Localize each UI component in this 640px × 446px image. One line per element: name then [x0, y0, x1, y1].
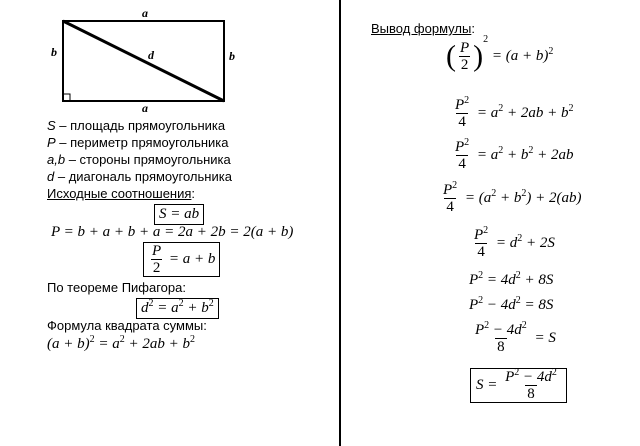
term: + 8S — [520, 272, 554, 288]
fraction — [458, 40, 471, 73]
rhs: = S — [534, 329, 556, 346]
derivation-step-3 — [451, 139, 574, 172]
exponent: 2 — [548, 46, 554, 57]
exponent: 2 — [515, 295, 521, 306]
exponent: 2 — [190, 334, 195, 345]
rhs: + b — [496, 189, 522, 206]
term: + 2ab + b — [124, 336, 190, 352]
fraction — [503, 369, 559, 402]
paren: ) — [473, 39, 484, 73]
rhs: = d — [495, 234, 518, 251]
label-side-a-top: a — [142, 6, 148, 20]
denominator: 4 — [458, 114, 466, 130]
formula-area: S = ab — [154, 204, 204, 225]
rhs: = (a + b) — [488, 48, 549, 64]
numerator: $P^2$ — [474, 225, 489, 243]
numerator: $P^2$ — [455, 95, 470, 113]
term: = a — [153, 300, 179, 316]
formula-pythagoras — [136, 298, 219, 319]
denominator: 2 — [152, 260, 161, 276]
fraction — [441, 182, 459, 215]
source-heading — [47, 186, 195, 202]
exponent: 2 — [528, 144, 534, 156]
legend-symbol: a,b — [47, 152, 66, 167]
denominator: 4 — [458, 156, 466, 172]
rectangle-diagram — [0, 0, 340, 120]
term: = a — [94, 336, 120, 352]
derivation-step-6 — [469, 272, 553, 289]
fraction — [453, 97, 471, 130]
derivation-heading-text: Вывод формулы — [371, 21, 472, 36]
derivation-step-4 — [439, 182, 582, 215]
fraction — [150, 243, 163, 276]
final-formula — [470, 368, 567, 403]
rhs: + 2ab — [533, 146, 574, 163]
legend-text: – периметр прямоугольника — [55, 135, 229, 150]
exponent: 2 — [483, 34, 489, 45]
rhs: + b — [503, 146, 529, 163]
exponent: 2 — [89, 334, 95, 345]
exponent: 2 — [148, 298, 154, 309]
numerator: $P^2 - 4d^2$ — [505, 367, 557, 385]
legend-text: – площадь прямоугольника — [55, 118, 226, 133]
label-side-b-left: b — [51, 45, 57, 59]
right-angle-mark — [63, 94, 70, 101]
term: d — [141, 300, 149, 316]
derivation-step-1 — [446, 34, 554, 74]
term: = 4d — [483, 272, 516, 288]
numerator: P — [460, 40, 470, 57]
legend-symbol: d — [47, 169, 55, 184]
term: = 8S — [520, 297, 554, 313]
diagonal-line — [63, 21, 224, 101]
derivation-step-2 — [451, 97, 574, 130]
legend-text: – диагональ прямоугольника — [54, 169, 232, 184]
exponent: 2 — [478, 270, 484, 281]
rhs: = a + b — [168, 250, 216, 267]
rhs: = a — [476, 146, 499, 163]
exponent: 2 — [515, 270, 521, 281]
exponent: 2 — [521, 187, 527, 199]
rhs: + 2ab + b — [503, 104, 569, 121]
derivation-step-8 — [471, 322, 556, 355]
rhs: ) + 2(ab) — [526, 189, 582, 206]
column-divider — [339, 0, 341, 446]
exponent: 2 — [178, 298, 184, 309]
term: (a + b) — [47, 336, 90, 352]
lhs: S = — [476, 376, 502, 393]
pythagoras-heading: По теореме Пифагора: — [47, 280, 186, 295]
numerator: $P^2$ — [443, 180, 458, 198]
denominator: 4 — [446, 199, 454, 215]
numerator: P — [152, 243, 162, 259]
label-side-b-right: b — [229, 49, 235, 63]
legend-diagonal — [47, 169, 232, 185]
denominator: 2 — [460, 57, 469, 74]
rhs: + 2S — [522, 234, 555, 251]
term: P — [469, 272, 479, 288]
exponent: 2 — [208, 298, 214, 309]
label-side-a-bottom: a — [142, 101, 148, 115]
label-diagonal-d: d — [148, 48, 154, 62]
rhs: = (a — [464, 189, 492, 206]
exponent: 2 — [568, 102, 574, 114]
fraction — [453, 139, 471, 172]
heading-colon: : — [191, 186, 196, 201]
legend-area — [47, 118, 225, 134]
source-heading-text: Исходные соотношения — [47, 186, 192, 201]
exponent: 2 — [498, 144, 504, 156]
term: + b — [183, 300, 209, 316]
exponent: 2 — [517, 232, 523, 244]
term: P — [469, 297, 479, 313]
square-sum-heading: Формула квадрата суммы: — [47, 318, 207, 333]
heading-colon: : — [471, 21, 475, 36]
fraction — [472, 227, 490, 260]
formula-half-perimeter — [143, 242, 220, 277]
derivation-step-7 — [469, 297, 553, 314]
derivation-step-5 — [470, 227, 555, 260]
denominator: 8 — [527, 386, 535, 402]
exponent: 2 — [119, 334, 125, 345]
numerator: $P^2$ — [455, 137, 470, 155]
legend-perimeter — [47, 135, 229, 151]
paren: ( — [446, 39, 456, 73]
formula-square-sum — [47, 336, 195, 353]
legend-symbol: P — [47, 135, 56, 150]
exponent: 2 — [491, 187, 497, 199]
term: − 4d — [483, 297, 516, 313]
formula-perimeter: P = b + a + b + a = 2a + 2b = 2(a + b) — [51, 224, 294, 240]
fraction — [473, 322, 529, 355]
denominator: 8 — [497, 339, 505, 355]
numerator: $P^2 - 4d^2$ — [475, 320, 527, 338]
rhs: = a — [476, 104, 499, 121]
derivation-heading — [371, 21, 475, 37]
exponent: 2 — [478, 295, 484, 306]
legend-symbol: S — [47, 118, 56, 133]
denominator: 4 — [477, 244, 485, 260]
exponent: 2 — [498, 102, 504, 114]
legend-sides — [47, 152, 231, 168]
legend-text: – стороны прямоугольника — [65, 152, 231, 167]
